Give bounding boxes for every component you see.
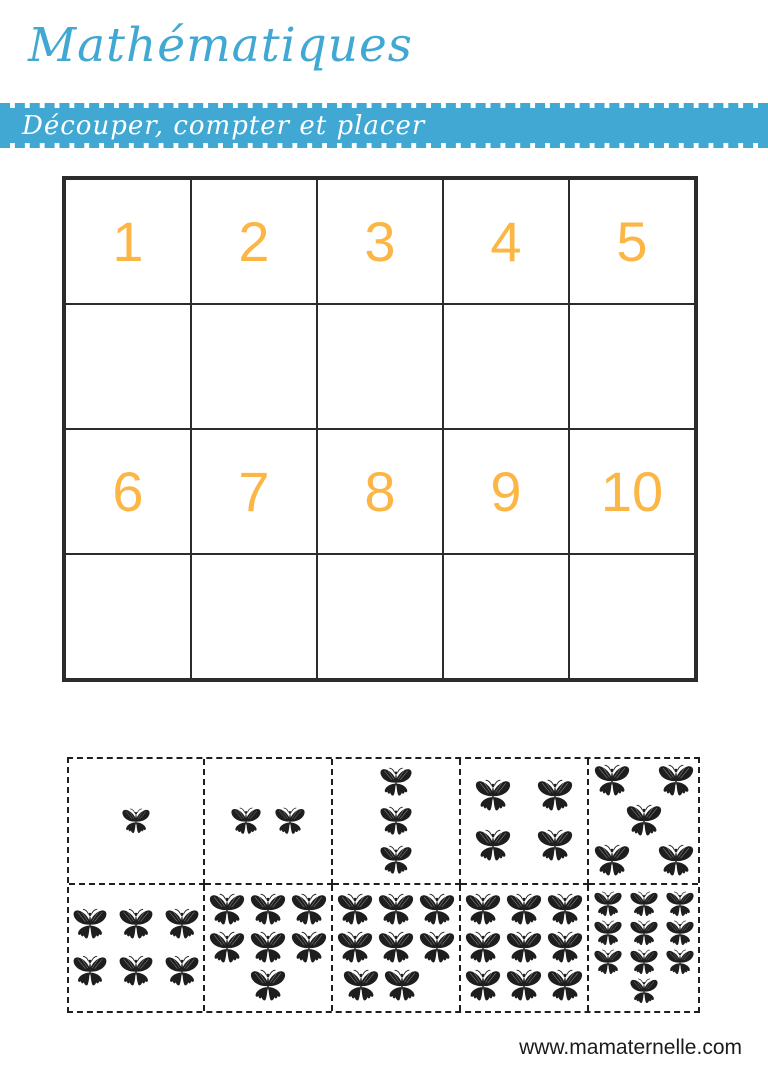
cell-number: 2 — [238, 210, 270, 273]
number-cell-1 — [65, 179, 191, 304]
number-cell-6 — [65, 429, 191, 554]
number-cell-9 — [443, 429, 569, 554]
butterfly-icon — [379, 845, 413, 876]
butterfly-icon — [629, 920, 659, 947]
butterfly-icon — [249, 893, 287, 927]
butterfly-icon — [593, 891, 623, 918]
butterfly-card-7 — [205, 885, 333, 1011]
butterfly-icon — [418, 931, 456, 965]
empty-cell — [569, 554, 695, 679]
butterfly-row — [592, 891, 695, 918]
cell-number: 9 — [490, 460, 522, 523]
butterfly-icon — [249, 931, 287, 965]
butterfly-icon — [536, 829, 574, 863]
cell-number: 6 — [112, 460, 144, 523]
butterfly-icon — [474, 829, 512, 863]
butterfly-icon — [665, 949, 695, 976]
butterfly-icon — [546, 893, 584, 927]
number-cell-4 — [443, 179, 569, 304]
number-cell-8 — [317, 429, 443, 554]
butterfly-icon — [290, 931, 328, 965]
butterfly-icon — [72, 955, 108, 988]
butterfly-icon — [629, 891, 659, 918]
butterfly-icon — [164, 908, 200, 941]
butterfly-card-6 — [69, 885, 205, 1011]
empty-cell — [191, 554, 317, 679]
butterfly-icon — [665, 891, 695, 918]
butterfly-icon — [230, 807, 262, 836]
butterfly-icon — [208, 893, 246, 927]
butterfly-icon — [474, 779, 512, 813]
butterfly-icon — [118, 955, 154, 988]
butterfly-row — [208, 969, 328, 1003]
empty-cell — [443, 304, 569, 429]
butterfly-row — [592, 844, 695, 878]
empty-cell — [443, 554, 569, 679]
butterfly-row — [464, 969, 584, 1003]
butterfly-card-8 — [333, 885, 461, 1011]
butterfly-icon — [379, 767, 413, 798]
butterfly-row — [336, 931, 456, 965]
butterfly-icon — [546, 931, 584, 965]
butterfly-icon — [290, 893, 328, 927]
butterfly-icon — [336, 893, 374, 927]
butterfly-icon — [629, 949, 659, 976]
butterfly-row — [592, 804, 695, 838]
butterfly-card-10 — [589, 885, 698, 1011]
butterfly-row — [592, 920, 695, 947]
butterfly-icon — [249, 969, 287, 1003]
number-cell-5 — [569, 179, 695, 304]
number-cell-2 — [191, 179, 317, 304]
butterfly-icon — [629, 978, 659, 1005]
cell-number: 5 — [616, 210, 648, 273]
empty-cell — [317, 554, 443, 679]
butterfly-icon — [464, 931, 502, 965]
butterfly-icon — [505, 931, 543, 965]
butterfly-row — [336, 969, 456, 1003]
butterfly-row — [72, 808, 200, 835]
cell-number: 10 — [600, 460, 664, 523]
number-cell-10 — [569, 429, 695, 554]
butterfly-icon — [657, 844, 695, 878]
butterfly-icon — [625, 804, 663, 838]
cell-number: 7 — [238, 460, 270, 523]
butterfly-icon — [418, 893, 456, 927]
butterfly-row — [336, 806, 456, 837]
butterfly-row — [72, 955, 200, 988]
butterfly-icon — [464, 969, 502, 1003]
number-table — [62, 176, 698, 682]
footer-url: www.mamaternelle.com — [519, 1036, 742, 1059]
butterfly-icon — [208, 931, 246, 965]
cell-number: 1 — [112, 210, 144, 273]
butterfly-icon — [342, 969, 380, 1003]
instruction-text: Découper, compter et placer — [22, 110, 426, 141]
cell-number: 8 — [364, 460, 396, 523]
butterfly-row — [208, 893, 328, 927]
butterfly-icon — [593, 949, 623, 976]
butterfly-icon — [336, 931, 374, 965]
butterfly-row — [72, 908, 200, 941]
butterfly-icon — [377, 931, 415, 965]
empty-cell — [317, 304, 443, 429]
butterfly-card-9 — [461, 885, 589, 1011]
instruction-banner — [0, 103, 768, 148]
butterfly-icon — [593, 844, 631, 878]
empty-cell — [65, 554, 191, 679]
butterfly-card-1 — [69, 759, 205, 885]
butterfly-icon — [593, 764, 631, 798]
butterfly-row — [208, 807, 328, 836]
butterfly-icon — [657, 764, 695, 798]
butterfly-icon — [505, 969, 543, 1003]
butterfly-icon — [121, 808, 151, 835]
butterfly-icon — [505, 893, 543, 927]
butterfly-icon — [536, 779, 574, 813]
butterfly-icon — [665, 920, 695, 947]
butterfly-row — [592, 978, 695, 1005]
butterfly-row — [464, 779, 584, 813]
butterfly-card-4 — [461, 759, 589, 885]
cell-number: 4 — [490, 210, 522, 273]
empty-cell — [569, 304, 695, 429]
butterfly-row — [336, 845, 456, 876]
cell-number: 3 — [364, 210, 396, 273]
empty-cell — [65, 304, 191, 429]
butterfly-cards — [67, 757, 700, 1013]
butterfly-row — [336, 893, 456, 927]
butterfly-card-2 — [205, 759, 333, 885]
butterfly-icon — [377, 893, 415, 927]
butterfly-row — [464, 931, 584, 965]
number-cell-7 — [191, 429, 317, 554]
butterfly-row — [592, 949, 695, 976]
butterfly-icon — [72, 908, 108, 941]
butterfly-icon — [118, 908, 154, 941]
butterfly-icon — [546, 969, 584, 1003]
butterfly-row — [464, 829, 584, 863]
page-title: Mathématiques — [28, 18, 413, 73]
number-cell-3 — [317, 179, 443, 304]
empty-cell — [191, 304, 317, 429]
butterfly-icon — [593, 920, 623, 947]
butterfly-card-5 — [589, 759, 698, 885]
butterfly-row — [336, 767, 456, 798]
butterfly-row — [592, 764, 695, 798]
butterfly-card-3 — [333, 759, 461, 885]
butterfly-icon — [164, 955, 200, 988]
butterfly-icon — [464, 893, 502, 927]
butterfly-icon — [383, 969, 421, 1003]
butterfly-row — [464, 893, 584, 927]
butterfly-row — [208, 931, 328, 965]
butterfly-icon — [274, 807, 306, 836]
butterfly-icon — [379, 806, 413, 837]
